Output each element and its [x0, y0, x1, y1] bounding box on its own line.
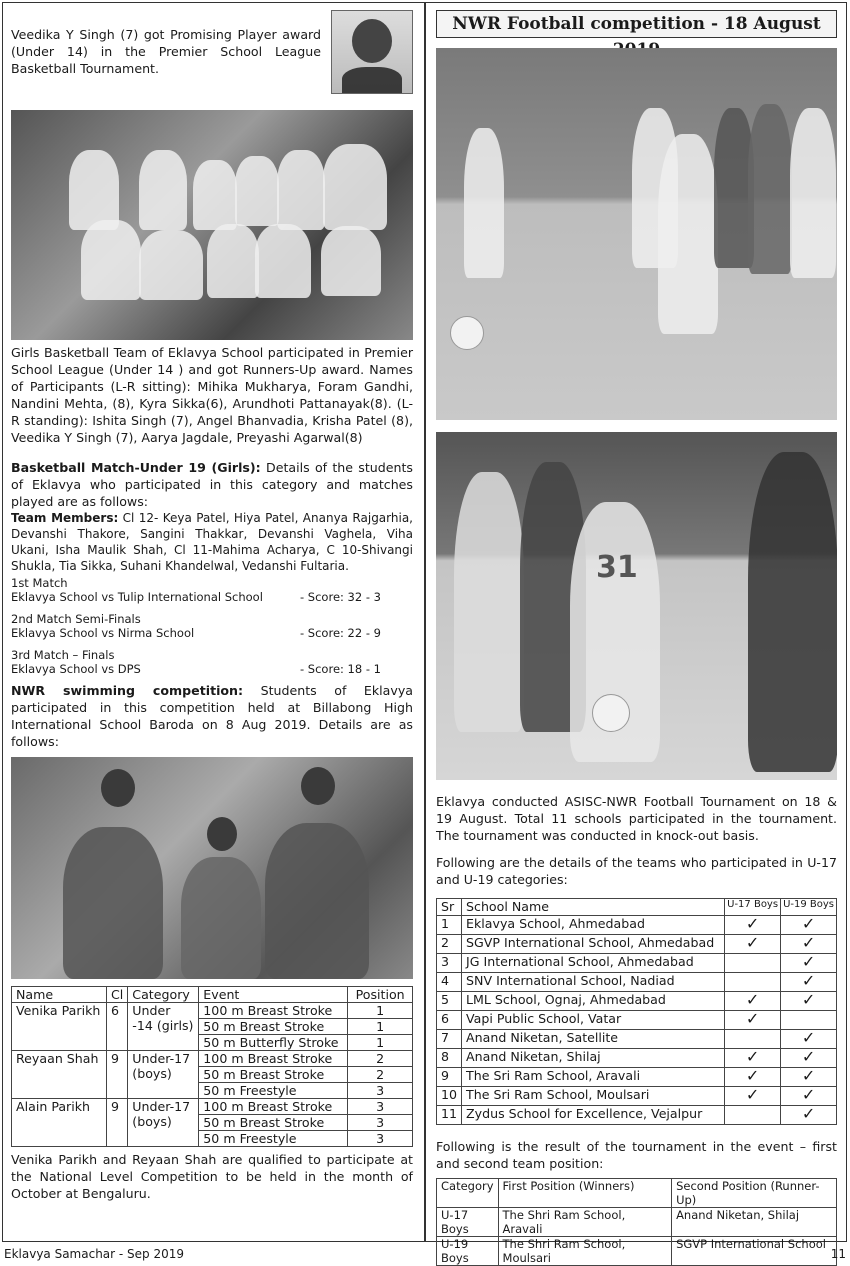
swim-event: 50 m Butterfly Stroke: [199, 1035, 348, 1051]
footer-publication: Eklavya Samachar - Sep 2019: [4, 1247, 185, 1261]
award-text: Veedika Y Singh (7) got Promising Player award (Under 14) in the Premier School League Basketball Tournament.: [11, 27, 321, 76]
match-round: 2nd Match Semi-Finals: [11, 612, 141, 626]
match-round: 1st Match: [11, 576, 68, 590]
results-col-second: Second Position (Runner-Up): [672, 1179, 837, 1208]
swimmer-category: Under-17 (boys): [128, 1051, 199, 1099]
school-u17-cell: [725, 1030, 781, 1049]
schools-col-u17: U-17 Boys: [725, 899, 781, 916]
school-sr: 5: [437, 992, 462, 1011]
checkmark-icon: ✓: [745, 1009, 760, 1028]
u19-intro: Details of the students of Eklavya who participated in this category and matches played are as follows:: [11, 460, 413, 509]
school-name: The Sri Ram School, Moulsari: [462, 1087, 725, 1106]
school-u19-cell: [781, 916, 837, 935]
results-table: [436, 1178, 837, 1266]
school-sr: 7: [437, 1030, 462, 1049]
school-u17-cell: [725, 1011, 781, 1030]
school-u19-cell: [781, 935, 837, 954]
match-list: [11, 576, 413, 676]
school-u17-cell: [725, 916, 781, 935]
team-members: Cl 12- Keya Patel, Hiya Patel, Ananya Rajgarhia, Devanshi Thakore, Sangini Thakkar, Devanshi Vaghela, Viha Ukani, Isha Maulik Shah, Cl 11-Mahima Acharya, C 10-Shivangi Shukla, Tia Sikka, Suhani Khandelwal, Vedanshi Fultaria.: [11, 511, 413, 573]
school-sr: 8: [437, 1049, 462, 1068]
match-row: [11, 626, 413, 640]
school-sr: 6: [437, 1011, 462, 1030]
right-column: [436, 10, 837, 1266]
u19-paragraph: [11, 459, 413, 510]
school-name: Eklavya School, Ahmedabad: [462, 916, 725, 935]
swim-position: 2: [348, 1051, 413, 1067]
table-row: [12, 1051, 413, 1067]
checkmark-icon: ✓: [801, 1104, 816, 1123]
school-name: JG International School, Ahmedabad: [462, 954, 725, 973]
checkmark-icon: ✓: [745, 933, 760, 952]
schools-table: [436, 898, 837, 1125]
results-col-first: First Position (Winners): [498, 1179, 672, 1208]
school-u19-cell: [781, 1011, 837, 1030]
results-col-category: Category: [437, 1179, 499, 1208]
swim-event: 50 m Breast Stroke: [199, 1067, 348, 1083]
football-title: NWR Football competition - 18 August: [436, 10, 837, 38]
swim-position: 1: [348, 1035, 413, 1051]
result-category: U-19 Boys: [437, 1237, 499, 1266]
checkmark-icon: ✓: [745, 990, 760, 1009]
swimmer-name: Alain Parikh: [12, 1099, 107, 1147]
table-row: [12, 1003, 413, 1019]
table-row: [437, 1106, 837, 1125]
checkmark-icon: ✓: [801, 952, 816, 971]
schools-col-sr: Sr: [437, 899, 462, 916]
school-sr: 2: [437, 935, 462, 954]
school-u17-cell: [725, 1106, 781, 1125]
swim-event: 50 m Freestyle: [199, 1131, 348, 1147]
swim-event: 50 m Freestyle: [199, 1083, 348, 1099]
result-first: The Shri Ram School, Aravali: [498, 1208, 672, 1237]
footer-page-number: 11: [830, 1247, 846, 1261]
table-row: [437, 973, 837, 992]
table-row: [437, 1049, 837, 1068]
result-first: The Shri Ram School, Moulsari: [498, 1237, 672, 1266]
checkmark-icon: ✓: [745, 1066, 760, 1085]
swim-position: 1: [348, 1019, 413, 1035]
school-sr: 10: [437, 1087, 462, 1106]
school-sr: 3: [437, 954, 462, 973]
swim-event: 50 m Breast Stroke: [199, 1115, 348, 1131]
swim-col-event: Event: [199, 987, 348, 1003]
school-u19-cell: [781, 1106, 837, 1125]
school-name: SGVP International School, Ahmedabad: [462, 935, 725, 954]
school-name: Anand Niketan, Satellite: [462, 1030, 725, 1049]
swim-position: 3: [348, 1099, 413, 1115]
swim-col-position: Position: [348, 987, 413, 1003]
match-teams: Eklavya School vs Tulip International School: [11, 590, 263, 604]
match-teams: Eklavya School vs DPS: [11, 662, 141, 676]
girls-team-photo: [11, 110, 413, 340]
checkmark-icon: ✓: [745, 914, 760, 933]
team-caption: Girls Basketball Team of Eklavya School participated in Premier School League (Under 14 ) and got Runners-Up award. Names of Participants (L-R sitting): Mihika Mukharya, Foram Gandhi, Nandini Mehta, (8), Kyra Sikka(6), Arundhoti Pattanayak(8). (L-R standing): Ishita Singh (7), Angel Bhanvadia, Krisha Patel (8), Veedika Y Singh (7), Aarya Jagdale, Preyashi Agarwal(8): [11, 345, 413, 445]
school-u17-cell: [725, 992, 781, 1011]
swim-position: 3: [348, 1115, 413, 1131]
checkmark-icon: ✓: [801, 914, 816, 933]
school-u17-cell: [725, 954, 781, 973]
swim-position: 1: [348, 1003, 413, 1019]
school-u19-cell: [781, 1030, 837, 1049]
swim-heading: NWR swimming competition:: [11, 683, 244, 698]
school-sr: 9: [437, 1068, 462, 1087]
table-row: [437, 935, 837, 954]
result-category: U-17 Boys: [437, 1208, 499, 1237]
match-score: - Score: 22 - 9: [300, 626, 381, 640]
table-row: [437, 1068, 837, 1087]
match-round: 3rd Match – Finals: [11, 648, 115, 662]
swimmer-class: 9: [107, 1099, 128, 1147]
swimmer-name: Reyaan Shah: [12, 1051, 107, 1099]
column-divider: [424, 2, 426, 1242]
swim-event: 50 m Breast Stroke: [199, 1019, 348, 1035]
swim-note: Venika Parikh and Reyaan Shah are qualified to participate at the National Level Competition to be held in the month of October at Bengaluru.: [11, 1152, 413, 1201]
school-u19-cell: [781, 1049, 837, 1068]
teams-intro: Following are the details of the teams who participated in U-17 and U-19 categories:: [436, 855, 837, 887]
swim-table: [11, 986, 413, 1147]
swimmer-class: 9: [107, 1051, 128, 1099]
table-row: [437, 954, 837, 973]
jersey-number: 31: [596, 550, 638, 585]
swim-col-category: Category: [128, 987, 199, 1003]
u19-heading: Basketball Match-Under 19 (Girls):: [11, 460, 261, 475]
school-name: SNV International School, Nadiad: [462, 973, 725, 992]
swimmer-category: Under -14 (girls): [128, 1003, 199, 1051]
table-row: [12, 1099, 413, 1115]
school-u17-cell: [725, 973, 781, 992]
table-row: [437, 1030, 837, 1049]
school-u19-cell: [781, 1068, 837, 1087]
table-row: [437, 916, 837, 935]
school-name: Anand Niketan, Shilaj: [462, 1049, 725, 1068]
school-name: The Sri Ram School, Aravali: [462, 1068, 725, 1087]
swim-col-name: Name: [12, 987, 107, 1003]
checkmark-icon: ✓: [801, 1028, 816, 1047]
checkmark-icon: ✓: [801, 933, 816, 952]
football-intro: Eklavya conducted ASISC-NWR Football Tournament on 18 & 19 August. Total 11 schools participated in the tournament. The tournament was conducted in knock-out basis.: [436, 794, 837, 843]
schools-col-u19: U-19 Boys: [781, 899, 837, 916]
school-u19-cell: [781, 1087, 837, 1106]
school-u19-cell: [781, 954, 837, 973]
checkmark-icon: ✓: [801, 990, 816, 1009]
portrait-photo: [331, 10, 413, 94]
swim-position: 2: [348, 1067, 413, 1083]
table-row: [437, 992, 837, 1011]
swim-position: 3: [348, 1131, 413, 1147]
checkmark-icon: ✓: [801, 971, 816, 990]
school-u19-cell: [781, 973, 837, 992]
swimmer-category: Under-17 (boys): [128, 1099, 199, 1147]
swim-paragraph: [11, 682, 413, 750]
match-score: - Score: 18 - 1: [300, 662, 381, 676]
swim-col-cl: Cl: [107, 987, 128, 1003]
school-sr: 1: [437, 916, 462, 935]
match-row: [11, 590, 413, 604]
checkmark-icon: ✓: [801, 1047, 816, 1066]
school-name: LML School, Ognaj, Ahmedabad: [462, 992, 725, 1011]
team-members-paragraph: [11, 510, 413, 574]
school-name: Vapi Public School, Vatar: [462, 1011, 725, 1030]
school-u17-cell: [725, 1068, 781, 1087]
match-row: [11, 662, 413, 676]
table-row: [437, 1208, 837, 1237]
match-score: - Score: 32 - 3: [300, 590, 381, 604]
swim-event: 100 m Breast Stroke: [199, 1003, 348, 1019]
schools-col-name: School Name: [462, 899, 725, 916]
left-column: [11, 10, 413, 1202]
swimmers-photo: [11, 757, 413, 979]
football-photo-1: [436, 48, 837, 420]
checkmark-icon: ✓: [745, 1085, 760, 1104]
table-row: [437, 1011, 837, 1030]
result-second: Anand Niketan, Shilaj: [672, 1208, 837, 1237]
school-u17-cell: [725, 935, 781, 954]
swim-position: 3: [348, 1083, 413, 1099]
football-photo-2: [436, 432, 837, 780]
checkmark-icon: ✓: [801, 1066, 816, 1085]
table-row: [437, 1087, 837, 1106]
school-sr: 4: [437, 973, 462, 992]
school-u17-cell: [725, 1049, 781, 1068]
table-row: [437, 1237, 837, 1266]
school-u19-cell: [781, 992, 837, 1011]
swimmer-class: 6: [107, 1003, 128, 1051]
result-intro: Following is the result of the tournament in the event – first and second team position:: [436, 1139, 837, 1171]
school-name: Zydus School for Excellence, Vejalpur: [462, 1106, 725, 1125]
swim-event: 100 m Breast Stroke: [199, 1051, 348, 1067]
team-members-label: Team Members:: [11, 511, 119, 525]
school-u17-cell: [725, 1087, 781, 1106]
swim-intro: Students of Eklavya participated in this competition held at Billabong High International School Baroda on 8 Aug 2019. Details are as follows:: [11, 683, 414, 749]
swimmer-name: Venika Parikh: [12, 1003, 107, 1051]
result-second: SGVP International School: [672, 1237, 837, 1266]
checkmark-icon: ✓: [801, 1085, 816, 1104]
checkmark-icon: ✓: [745, 1047, 760, 1066]
match-teams: Eklavya School vs Nirma School: [11, 626, 195, 640]
school-sr: 11: [437, 1106, 462, 1125]
swim-event: 100 m Breast Stroke: [199, 1099, 348, 1115]
